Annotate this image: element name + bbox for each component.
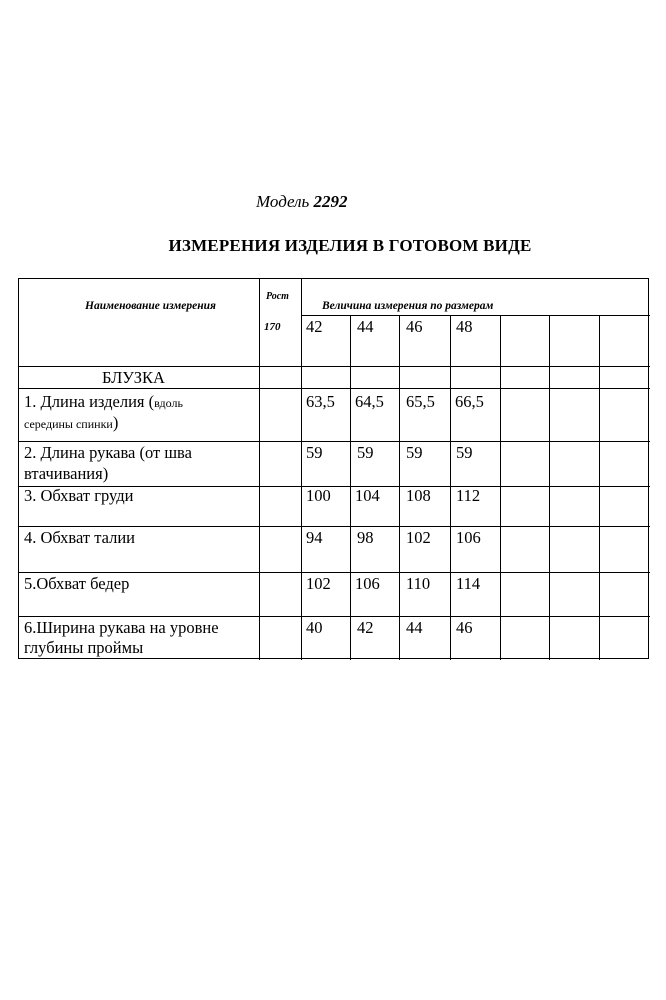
row-3-value-46: 108 <box>406 486 431 505</box>
header-measurement-name: Наименование измерения <box>85 300 216 312</box>
size-48: 48 <box>456 317 473 336</box>
col-divider-name <box>259 279 260 660</box>
size-44: 44 <box>357 317 374 336</box>
row-3-value-42: 100 <box>306 486 331 505</box>
row-5-name: 5.Обхват бедер <box>24 574 130 593</box>
model-number: 2292 <box>313 192 348 211</box>
row-6-value-42: 40 <box>306 618 323 637</box>
size-46: 46 <box>406 317 423 336</box>
row-4-value-42: 94 <box>306 528 323 547</box>
row-4-value-48: 106 <box>456 528 481 547</box>
row-6-value-44: 42 <box>357 618 374 637</box>
row-1-value-44: 64,5 <box>355 392 384 411</box>
row-divider-4 <box>19 572 650 573</box>
row-2-name-cont: втачивания) <box>24 464 109 483</box>
row-2-value-42: 59 <box>306 443 323 462</box>
row-2-value-46: 59 <box>406 443 423 462</box>
model-caption <box>256 192 348 212</box>
row-3-name: 3. Обхват груди <box>24 486 134 505</box>
row-1-value-42: 63,5 <box>306 392 335 411</box>
size-42: 42 <box>306 317 323 336</box>
header-height-value: 170 <box>264 321 281 333</box>
row-1-name-note-2: середины спинки <box>24 417 113 431</box>
row-1-value-48: 66,5 <box>455 392 484 411</box>
row-1-value-46: 65,5 <box>406 392 435 411</box>
row-2-name: 2. Длина рукава (от шва <box>24 443 192 462</box>
row-5-value-42: 102 <box>306 574 331 593</box>
model-label: Модель <box>256 192 310 211</box>
row-3-value-44: 104 <box>355 486 380 505</box>
row-6-name: 6.Ширина рукава на уровне <box>24 618 219 637</box>
row-4-value-44: 98 <box>357 528 374 547</box>
row-5-value-48: 114 <box>456 574 481 593</box>
row-1-name <box>24 392 183 413</box>
row-6-name-cont: глубины проймы <box>24 638 144 657</box>
row-1-name-main: 1. Длина изделия ( <box>24 392 155 411</box>
header-size-values: Величина измерения по размерам <box>322 300 494 312</box>
row-divider-1 <box>19 441 650 442</box>
row-1-name-note: вдоль <box>154 396 183 410</box>
row-5-value-46: 110 <box>406 574 431 593</box>
col-divider-height <box>301 279 302 660</box>
row-divider-5 <box>19 616 650 617</box>
section-label: БЛУЗКА <box>102 368 165 387</box>
measurements-table <box>18 278 649 659</box>
page-title: ИЗМЕРЕНИЯ ИЗДЕЛИЯ В ГОТОВОМ ВИДЕ <box>168 236 532 255</box>
row-1-name-close: ) <box>112 413 119 432</box>
row-5-value-44: 106 <box>355 574 380 593</box>
row-6-value-46: 44 <box>406 618 423 637</box>
row-2-value-44: 59 <box>357 443 374 462</box>
row-1-name-cont <box>24 413 118 434</box>
header-height-label: Рост <box>266 291 289 302</box>
row-divider-section <box>19 388 650 389</box>
row-divider-3 <box>19 526 650 527</box>
row-4-value-46: 102 <box>406 528 431 547</box>
row-4-name: 4. Обхват талии <box>24 528 136 547</box>
row-6-value-48: 46 <box>456 618 473 637</box>
row-divider-header <box>19 366 650 367</box>
row-3-value-48: 112 <box>456 486 481 505</box>
row-2-value-48: 59 <box>456 443 473 462</box>
